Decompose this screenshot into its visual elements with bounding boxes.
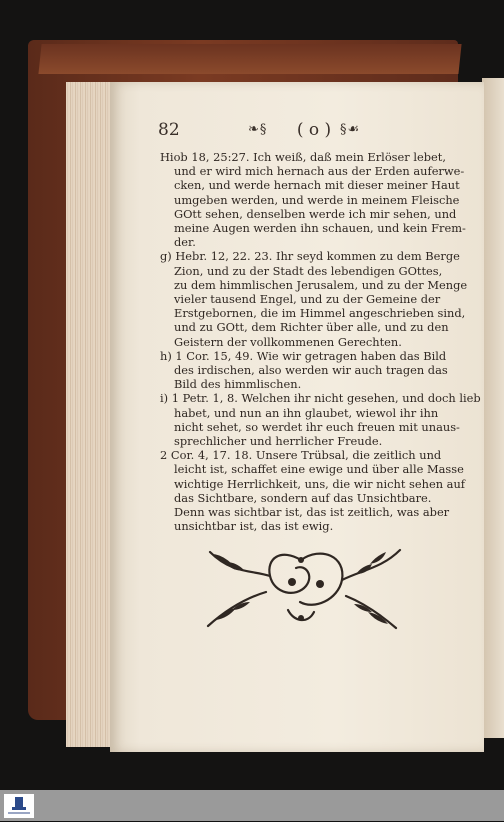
text-line: 2 Cor. 4, 17. 18. Unsere Trübsal, die zeitlich und bbox=[160, 448, 442, 463]
text-line: nicht sehet, so werdet ihr euch freuen mit unaus- bbox=[174, 419, 460, 434]
text-line: und er wird mich hernach aus der Erden auferwe- bbox=[174, 164, 465, 179]
page-text bbox=[160, 150, 481, 534]
text-line: der. bbox=[174, 235, 196, 250]
entry-hiob bbox=[160, 150, 466, 250]
text-line: und zu GOtt, dem Richter über alle, und zu den bbox=[174, 320, 449, 335]
facing-page-edge bbox=[482, 78, 504, 738]
text-line: zu dem himmlischen Jerusalem, und zu der Menge bbox=[174, 277, 468, 292]
text-line: Erstgebornen, die im Himmel angeschrieben sind, bbox=[174, 306, 466, 321]
text-line: Zion, und zu der Stadt des lebendigen GOttes, bbox=[174, 263, 443, 278]
entry-h-cor bbox=[160, 349, 460, 392]
running-head: ( o ) bbox=[296, 120, 332, 140]
text-line: habet, und nun an ihn glaubet, wiewol ihr ihn bbox=[174, 405, 439, 420]
page-edges bbox=[66, 82, 116, 747]
page-header bbox=[110, 120, 484, 144]
text-line: leicht ist, schaffet eine ewige und über alle Masse bbox=[174, 462, 464, 477]
text-line: GOtt sehen, denselben werde ich mir sehen, und bbox=[174, 206, 457, 221]
decorative-vignette-icon bbox=[196, 540, 406, 632]
text-line: das Sichtbare, sondern auf das Unsichtbare. bbox=[174, 490, 432, 505]
text-line: cken, und werde hernach mit dieser meiner Haut bbox=[174, 178, 460, 193]
header-ornament-left: ❧§ bbox=[248, 122, 268, 137]
text-line: Hiob 18, 25:27. Ich weiß, daß mein Erlöser lebet, bbox=[160, 150, 446, 164]
header-ornament-right: §☙ bbox=[340, 122, 361, 137]
entry-g-hebr bbox=[160, 249, 468, 349]
text-line: meine Augen werden ihn schauen, und kein Frem- bbox=[174, 221, 466, 236]
viewer-footer-bar bbox=[0, 790, 504, 821]
text-line: vieler tausend Engel, und zu der Gemeine der bbox=[174, 292, 441, 307]
page-number: 82 bbox=[158, 120, 180, 140]
text-line: umgeben werden, und werde in meinem Fleische bbox=[174, 192, 460, 207]
book-cover-top-edge bbox=[38, 44, 461, 74]
text-line: des irdischen, also werden wir auch tragen das bbox=[174, 363, 448, 378]
text-line: Bild des himmlischen. bbox=[174, 377, 302, 392]
entry-i-petr bbox=[160, 391, 481, 449]
library-logo-icon bbox=[4, 794, 34, 818]
text-line: sprechlicher und herrlicher Freude. bbox=[174, 434, 383, 449]
text-line: g) Hebr. 12, 22. 23. Ihr seyd kommen zu dem Berge bbox=[160, 249, 460, 264]
text-line: Geistern der vollkommenen Gerechten. bbox=[174, 334, 402, 349]
text-line: wichtige Herrlichkeit, uns, die wir nicht sehen auf bbox=[174, 476, 466, 491]
book-page bbox=[110, 82, 484, 752]
text-line: i) 1 Petr. 1, 8. Welchen ihr nicht gesehen, und doch lieb bbox=[160, 391, 481, 406]
text-line: h) 1 Cor. 15, 49. Wie wir getragen haben das Bild bbox=[160, 348, 447, 363]
text-line: unsichtbar ist, das ist ewig. bbox=[174, 519, 334, 534]
entry-2-cor bbox=[160, 448, 466, 534]
text-line: Denn was sichtbar ist, das ist zeitlich, was aber bbox=[174, 505, 450, 520]
